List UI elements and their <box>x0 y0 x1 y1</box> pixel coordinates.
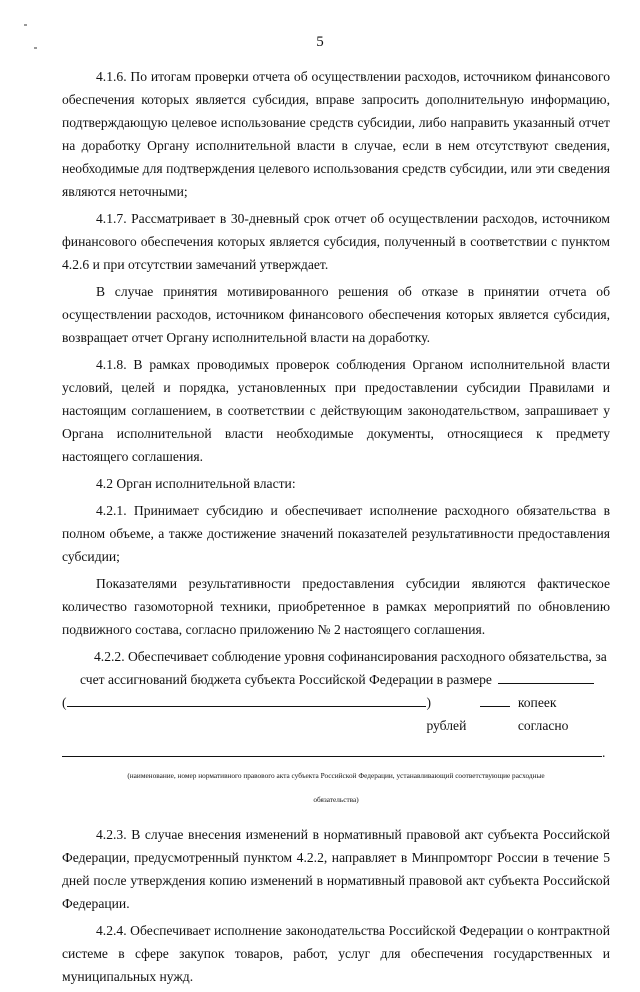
document-body <box>62 65 610 992</box>
paragraph-4-2-2-line-1: 4.2.2. Обеспечивает соблюдение уровня софинансирования расходного обязательства, за <box>94 649 607 664</box>
scan-speck <box>24 24 27 26</box>
rubles-label: ) рублей <box>426 695 467 733</box>
paragraph-4-2-1-indicators: Показателями результативности предоставления субсидии являются фактическое количество газомоторной техники, приобретенное в рамках мероприятий по обновлению подвижного состава, согласно приложению № 2 настоящего соглашения. <box>62 576 610 637</box>
legal-act-blank[interactable] <box>62 742 602 757</box>
paragraph-4-2-2 <box>62 645 610 805</box>
paragraph-4-1-7: 4.1.7. Рассматривает в 30-дневный срок отчет об осуществлении расходов, источником финансового обеспечения которых является субсидия, полученный в соответствии с пунктом 4.2.6 и при отсутствии замечаний утверждает. <box>62 211 610 272</box>
paragraph-4-2-2-line-3 <box>62 691 610 737</box>
paragraph-4-2-1: 4.2.1. Принимает субсидию и обеспечивает исполнение расходного обязательства в полном объеме, а также достижение значений показателей результативности предоставления субсидии; <box>62 503 610 564</box>
paragraph-4-2-4: 4.2.4. Обеспечивает исполнение законодательства Российской Федерации о контрактной системе в сфере закупок товаров, работ, услуг для обеспечения государственных и муниципальных нужд. <box>62 923 610 984</box>
amount-blank[interactable] <box>498 669 594 684</box>
open-paren: ( <box>62 695 67 710</box>
paragraph-4-1-8: 4.1.8. В рамках проводимых проверок соблюдения Органом исполнительной власти условий, целей и порядка, установленных при предоставлении субсидии Правилами и настоящим соглашением, в соответствии с действующим законодательством, запрашивает у Органа исполнительной власти необходимые документы, относящиеся к предмету настоящего соглашения. <box>62 357 610 464</box>
paragraph-4-2-2-line-2 <box>62 668 610 691</box>
paragraph-4-2: 4.2 Орган исполнительной власти: <box>96 476 296 491</box>
paragraph-4-1-6: 4.1.6. По итогам проверки отчета об осуществлении расходов, источником финансового обеспечения которых является субсидия, вправе запросить дополнительную информацию, подтверждающую целевое использование средств субсидии, либо направить указанный отчет на доработку Органу исполнительной власти в случае, если в нем отсутствуют сведения, необходимые для подтверждения целевого использования средств субсидии, или эти сведения являются неточными; <box>62 69 610 199</box>
kopecks-blank[interactable] <box>480 692 510 707</box>
page-number: 5 <box>316 34 324 50</box>
kopecks-label: копеек согласно <box>517 695 569 733</box>
paragraph-4-1-7-refusal: В случае принятия мотивированного решения об отказе в принятии отчета об осуществлении расходов, источником финансового обеспечения которых является субсидия, возвращает отчет Органу исполнительной власти на доработку. <box>62 284 610 345</box>
paragraph-4-2-2-line-4 <box>62 741 610 764</box>
paragraph-4-2-3: 4.2.3. В случае внесения изменений в нормативный правовой акт субъекта Российской Федерации, предусмотренный пунктом 4.2.2, направляет в Минпромторг России в течение 5 дней после утверждения копию изменений в нормативный правовой акт субъекта Российской Федерации. <box>62 827 610 911</box>
blank-caption-line-2: обязательства) <box>313 795 359 804</box>
blank-caption-line-1: (наименование, номер нормативного правового акта субъекта Российской Федерации, устанавливающий соответствующие расходные <box>127 771 545 780</box>
amount-in-words-blank[interactable] <box>67 692 427 707</box>
paragraph-4-2-2-amount-label: счет ассигнований бюджета субъекта Российской Федерации в размере <box>80 672 492 687</box>
end-dot: . <box>602 745 606 760</box>
